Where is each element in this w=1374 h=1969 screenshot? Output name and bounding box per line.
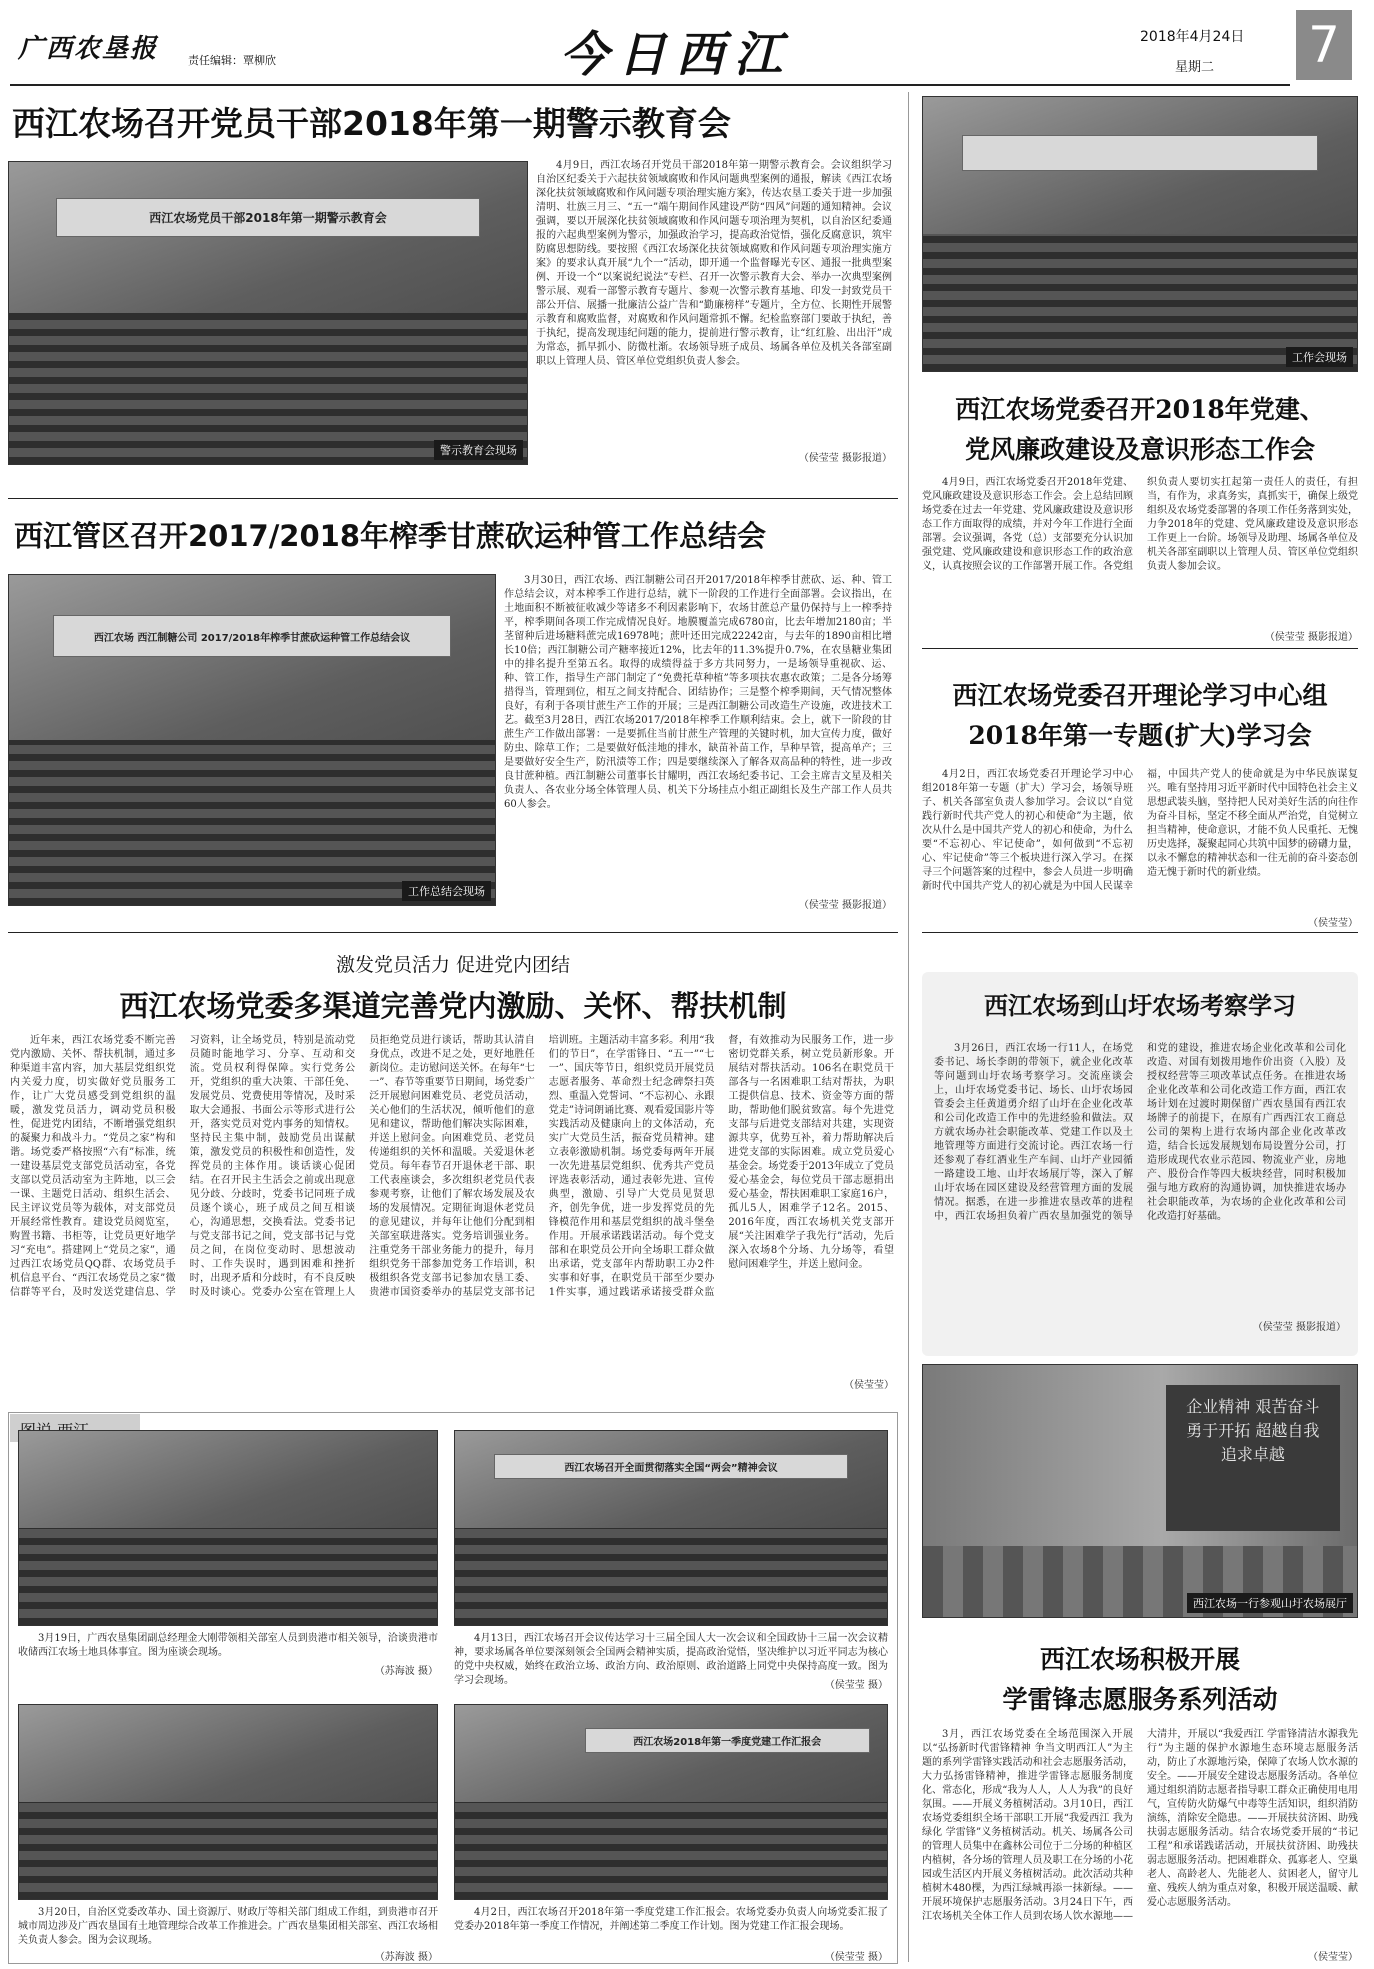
gallery-photo-1: [18, 1430, 438, 1626]
article1-photo: [8, 161, 528, 465]
gallery-photo-4: [454, 1704, 888, 1900]
column-divider: [908, 92, 909, 1962]
article7-byline: （侯莹莹）: [1308, 1952, 1358, 1963]
gallery-caption-2: 4月13日，西江农场召开会议传达学习十三届全国人大一次会议和全国政协十三届一次会议精神，要求场属各单位要深刻领会全国两会精神实质，提高政治觉悟，坚决维护以习近平同志为核心的党中央权威，始终在政治立场、政治方向、政治原则、政治道路上同党中央保持高度一致。图为学习会现场。: [454, 1633, 888, 1686]
gallery-photo-3: [18, 1704, 438, 1900]
gallery-caption-4: 4月2日，西江农场召开2018年第一季度党建工作汇报会。农场党委办负责人向场党委汇报了党委办2018年第一季度工作情况，并阐述第二季度工作计划。图为党建工作汇报会现场。: [454, 1907, 888, 1932]
gallery-photo-2-banner: 西江农场召开全面贯彻落实全国“两会”精神会议: [494, 1454, 848, 1479]
article2-photo: [8, 574, 496, 906]
gallery-byline-2: （侯莹莹 摄）: [824, 1680, 888, 1691]
article6-photo-caption: 西江农场一行参观山圩农场展厅: [1187, 1593, 1353, 1613]
article3-kicker: 激发党员活力 促进党内团结: [335, 954, 571, 976]
article4-title-line1: 西江农场党委召开2018年党建、: [955, 395, 1325, 424]
gallery-caption-1: 3月19日，广西农垦集团副总经理金大刚带领相关部室人员到贵港市相关领导，洽谈贵港市收储西江农场土地具体事宜。图为座谈会现场。: [18, 1633, 438, 1658]
article5-title-line2: 2018年第一专题(扩大)学习会: [968, 721, 1312, 750]
article2-top-rule: [8, 498, 898, 499]
article7-body: 3月，西江农场党委在全场范围深入开展以“弘扬新时代雷锋精神 争当文明西江人”为主题的系列学雷锋实践活动和社会志愿服务活动，大力弘扬雷锋精神，推进学雷锋志愿服务制度化、常态化，形成“我为人人，人人为我”的良好氛围。——开展义务植树活动。3月10日，西江农场党委组织全场干部职工开展“我爱西江 我为绿化 学雷锋”义务植树活动。机关、场属各公司的管理人员集中在鑫林公司位于二分场的种植区内植树，各分场的管理人员及职工在分场的小花园或生活区内开展义务植树活动。此次活动共种植树木480棵，为西江绿城再添一抹新绿。——开展环境保护志愿服务活动。3月24日下午，西江农场机关全体工作人员到农场人饮水源地——大清井，开展以“我爱西江 学雷锋清洁水源我先行”为主题的保护水源地生态环境志愿服务活动，防止了水源地污染，保障了农场人饮水源的安全。——开展安全建设志愿服务活动。各单位通过组织消防志愿者指导职工群众正确使用电用气，宣传防火防爆气中毒等生活知识，组织消防演练，消除安全隐患。——开展扶贫济困、助残扶弱志愿服务活动。结合农场党委开展的“书记工程”和承诺践诺活动，开展扶贫济困、助残扶弱志愿服务活动。把困难群众、孤寡老人、空巢老人、高龄老人、先能老人、贫困老人，留守儿童、残疾人纳为重点对象，积极开展送温暖、献爱心志愿服务活动。: [922, 1729, 1358, 1922]
article2-body: 3月30日，西江农场、西江制糖公司召开2017/2018年榨季甘蔗砍、运、种、管工作总结会议，对本榨季工作进行总结，就下一阶段的工作进行全面部署。会议指出，在土地面积不断被征收减少等诸多不利因素影响下，农场甘蔗总产量仍保持与上一榨季持平，榨季期间各项工作完成情况良好。地膜覆盖完成6780亩，比去年增加2180亩；半茎留种后进场糖料蔗完成16978吨；蔗叶还田完成22242亩，与去年的1890亩相比增长10倍；西江制糖公司产糖率接近12%，比去年的11.3%提升0.7%，在农垦糖业集团中的排名提升至第五名。取得的成绩得益于多方共同努力，一是场领导重视砍、运、种、管工作，指导生产部门制定了“免费托草种植”等多项扶农惠农政策；二是各分场筹措得当，管理到位，相互之间支持配合、团结协作；三是整个榨季期间，天气情况整体良好，有利于各项甘蔗生产工作的开展；三是西江制糖公司改造生产设施，改进技术工艺。截至3月28日，西江农场2017/2018年榨季工作顺利结束。会上，就下一阶段的甘蔗生产工作做出部署：一是要抓住当前甘蔗生产管理的关键时机，加大宣传力度，做好防虫、除草工作；二是要做好低洼地的排水，缺苗补苗工作，旱种早管，提高单产；三是要做好安全生产，防汛渍等工作；四是要继续深入了解各双高品种的特性，进一步改良甘蔗种植。西江制糖公司董事长甘耀明，西江农场纪委书记、工会主席吉文星及相关负责人、各农业分场全体管理人员、机关下分场挂点小组正副组长及生产部工作人员共60人参会。: [504, 575, 892, 810]
article5-divider: [922, 932, 1358, 933]
article1-title: 西江农场召开党员干部2018年第一期警示教育会: [12, 104, 731, 143]
article6-byline: （侯莹莹 摄影报道）: [1252, 1322, 1346, 1333]
article4-body: 4月9日，西江农场党委召开2018年党建、党风廉政建设及意识形态工作会。会上总结回顾场党委在过去一年党建、党风廉政建设及意识形态工作方面取得的成绩，并对今年工作进行全面部署。会议强调，各党（总）支部要充分认识加强党建、党风廉政建设和意识形态工作的政治意义，认真按照会议的工作部署开展工作。各党组织负责人要切实扛起第一责任人的责任，有担当，有作为，求真务实，真抓实干，确保上级党组织及农场党委部署的各项工作任务落到实处，力争2018年的党建、党风廉政建设及意识形态工作更上一台阶。场领导及助理、场属各单位及机关各部室副职以上管理人员、管区单位党组织负责人参加会议。: [922, 477, 1358, 572]
article4-divider: [922, 648, 1358, 649]
article6-wall-panel: 企业精神 艰苦奋斗 勇于开拓 超越自我 追求卓越: [1166, 1385, 1340, 1531]
article3-title: 西江农场党委多渠道完善党内激励、关怀、帮扶机制: [119, 989, 787, 1023]
article2-byline: （侯莹莹 摄影报道）: [798, 900, 892, 911]
issue-weekday: 星期二: [1175, 60, 1215, 75]
article3-top-rule: [8, 932, 898, 933]
article5-title-line1: 西江农场党委召开理论学习中心组: [952, 681, 1328, 710]
masthead-rule: [10, 84, 1290, 86]
article3-byline: （侯莹莹）: [844, 1380, 894, 1391]
article4-byline: （侯莹莹 摄影报道）: [1264, 632, 1358, 643]
article4-title-line2: 党风廉政建设及意识形态工作会: [964, 435, 1315, 464]
article4-photo: [922, 96, 1358, 372]
article3-body: 近年来，西江农场党委不断完善党内激励、关怀、帮扶机制，通过多种渠道丰富内容，加大基层党组织党内关爱力度，切实做好党员服务工作，让广大党员感受到党组织的温暖，激发党员活力，调动党员积极性，促进党内团结，不断增强党组织的凝聚力和战斗力。“党员之家”构和谐。场党委严格按照“六有”标准，统一建设基层党支部党员活动室，各党支部以党员活动室为主阵地，以三会一课、主题党日活动、组织生活会、民主评议党员等为载体，对支部党员开展经常性教育。建设党员阅览室，购置书籍、书柜等，让党员更好地学习“充电”。搭建网上“党员之家”，通过西江农场党员QQ群、农场党员手机信息平台、“西江农场党员之家”微信群等平台，及时发送党建信息、学习资料，让全场党员，特别是流动党员随时能地学习、分享、互动和交流。党员权利得保障。实行党务公开，党组织的重大决策、干部任免、发展党员、党费使用等情况，及时采取大会通报、书面公示等形式进行公开，落实党员对党内事务的知情权。坚持民主集中制，鼓励党员出谋献策，激发党员的积极性和创造性，发挥党员的主体作用。谈话谈心促团结。在召开民主生活会之前或出现意见分歧、分歧时，党委书记同班子成员逐个谈心，班子成员之间互相谈心，沟通思想，交换看法。党委书记与党支部书记之间，党支部书记与党员之间，在岗位变动时、思想波动时、工作失误时，遇到困难和挫折时，出现矛盾和分歧时，有不良反映时及时谈心。党委办公室在管理上人员拒绝党员进行谈话，帮助其认清自身优点，改进不足之处，更好地胜任新岗位。走访慰问送关怀。在每年“七一”、春节等重要节日期间，场党委广泛开展慰问困难党员、老党员活动，关心他们的生活状况，倾听他们的意见和建议，帮助他们解决实际困难，并送上慰问金。向困难党员、老党员传递组织的关怀和温暖。关爱退休老党员。每年春节召开退休老干部、职工代表座谈会，多次组织老党员代表参观考察，让他们了解农场发展及农场的发展情况。定期征询退休老党员的意见建议，并每年让他们分配到相关部室联进落实。党务培训强业务。注重党务干部业务能力的提升，每月组织党务干部参加党务工作培训，积极组织各党支部书记参加农垦工委、贵港市国资委举办的基层党支部书记培训班。主题活动丰富多彩。利用“我们的节日”，在学雷锋日、“五一”“七一”、国庆等节日，组织党员开展党员志愿者服务、革命烈士纪念碑祭扫英烈、重温入党誓词、“不忘初心、永跟党走”诗词朗诵比赛、观看爱国影片等实践活动及健康向上的文体活动，充实广大党员生活，振奋党员精神。建立表彰激励机制。场党委每两年开展一次先进基层党组织、优秀共产党员评选表彰活动，通过表彰先进、宣传典型，激励、引导广大党员见贤思齐，创先争优，进一步发挥党员的先锋模范作用和基层党组织的战斗堡垒作用。开展承诺践诺活动。每个党支部和在职党员公开向全场职工群众做出承诺，党支部年内帮助职工办2件实事和好事，在职党员干部至少要办1件实事，通过践诺承诺接受群众监督，有效推动为民服务工作，进一步密切党群关系，树立党员新形象。开展结对帮扶活动。106名在职党员干部各与一名困难职工结对帮扶，为职工提供信息、技术、资金等方面的帮助，帮助他们脱贫致富。每个先进党支部与后进党支部结对共建，实现资源共享，优势互补，着力帮助解决后进党支部的实际困难。成立党员爱心基金会。场党委于2013年成立了党员爱心基金会，每位党员干部志愿捐出爱心基金，帮扶困难职工家庭16户，孤儿5人，困难学子12名。2015、2016年度，西江农场机关党支部开展“关注困难学子我先行”活动，先后深入农场8个分场、九分场等，看望慰问困难学生，并送上慰问金。: [10, 1035, 894, 1298]
article6-body: 3月26日，西江农场一行11人，在场党委书记、场长李朗的带领下，就企业化改革等问题到山圩农场考察学习。交流座谈会上，山圩农场党委书记、场长、山圩农场园管委会主任黄道勇介绍了山圩在企业化改革和公司化改造工作中的先进经验和做法。双方就农场办社会职能改革、党建工作以及土地管理等方面进行交流讨论。西江农场一行还参观了春红酒业生产车间、山圩产业园循一路建设工地、山圩农场展厅等，深入了解山圩农场在园区建设及经营管理方面的发展情况。据悉，在进一步推进农垦改革的进程中，西江农场担负着广西农垦加强党的领导和党的建设，推进农场企业化改革和公司化改造、对国有划拨用地作价出资（入股）及授权经营等三项改革试点任务。在推进农场企业化改革和公司化改造工作方面，西江农场计划在过渡时期保留广西农垦国有西江农场牌子的前提下，在原有广西西江农工商总公司的架构上进行农场内部企业化改革改造，结合长远发展规划布局设置分公司，打造形成现代农业示范园、物流业产业，房地产、股份合作等四大板块经营，同时积极加强与地方政府的沟通协调，加快推进农场办社会职能改革，为农场的企业化改革和公司化改造打好基础。: [934, 1043, 1346, 1222]
gallery-byline-4: （侯莹莹 摄）: [824, 1952, 888, 1963]
article7-title-line2: 学雷锋志愿服务系列活动: [1002, 1685, 1278, 1714]
gallery-caption-3: 3月20日，自治区党委改革办、国土资源厅、财政厅等相关部门组成工作组，到贵港市召开城市周边涉及广西农垦国有土地管理综合改革工作推进会。广西农垦集团相关部室、西江农场相关负责人参会。图为会议现场。: [18, 1907, 438, 1946]
article1-byline: （侯莹莹 摄影报道）: [798, 453, 892, 464]
editor-credit: 责任编辑：覃柳欣: [188, 54, 276, 67]
article2-photo-caption: 工作总结会现场: [402, 881, 491, 901]
article2-photo-banner: 西江农场 西江制糖公司 2017/2018年榨季甘蔗砍运种管工作总结会议: [53, 615, 452, 658]
article7-title-line1: 西江农场积极开展: [1039, 1645, 1240, 1674]
page-number: 7: [1296, 10, 1352, 80]
article4-photo-caption: 工作会现场: [1286, 347, 1353, 367]
article2-title: 西江管区召开2017/2018年榨季甘蔗砍运种管工作总结会: [14, 519, 767, 553]
article6-photo: [922, 1364, 1358, 1618]
article1-body: 4月9日，西江农场召开党员干部2018年第一期警示教育会。会议组织学习自治区纪委关于六起扶贫领域腐败和作风问题典型案例的通报，解读《西江农场深化扶贫领域腐败和作风问题专项治理实施方案》，传达农垦工委关于进一步加强清明、壮族三月三、“五一”端午期间作风建设严防“四风”问题的通知精神。会议强调，要以开展深化扶贫领域腐败和作风问题专项治理为契机，以自治区纪委通报的六起典型案例为警示，加强政治学习，提高政治觉悟，强化反腐意识，筑牢防腐思想防线。要按照《西江农场深化扶贫领域腐败和作风问题专项治理实施方案》的要求认真开展“九个一”活动，即开通一个监督曝光专区、通报一批典型案例、开设一个“以案说纪说法”专栏、召开一次警示教育大会、举办一次典型案例警示展、观看一部警示教育专题片、参观一次警示教育基地、印发一封致党员干部公开信、展播一批廉洁公益广告和“勤廉榜样”专题片，全方位、长期性开展警示教育和腐败监督，对腐败和作风问题常抓不懈。纪检监察部门要敢于执纪，善于执纪，提高发现违纪问题的能力，提前进行警示教育，让“红红脸、出出汗”成为常态，抓早抓小、防微杜渐。农场领导班子成员、场属各单位及机关各部室副职以上管理人员、管区单位党组织负责人参会。: [536, 160, 892, 367]
issue-date: 2018年4月24日: [1140, 29, 1245, 45]
article4-photo-banner: [962, 135, 1318, 171]
section-title: 今日西江: [560, 27, 793, 83]
gallery-byline-3: （苏海波 摄）: [374, 1952, 438, 1963]
article5-body: 4月2日，西江农场党委召开理论学习中心组2018年第一专题（扩大）学习会，场领导班子、机关各部室负责人参加学习。会议以“自觉践行新时代共产党人的初心和使命”为主题，依次从什么是中国共产党人的初心和使命，为什么要“不忘初心、牢记使命”，如何做到“不忘初心、牢记使命”等三个板块进行深入学习。在探寻三个问题答案的过程中，参会人员进一步明确新时代中国共产党人的初心就是为中国人民谋幸福，中国共产党人的使命就是为中华民族谋复兴。唯有坚持用习近平新时代中国特色社会主义思想武装头脑，坚持把人民对美好生活的向往作为奋斗目标，坚定不移全面从严治党，自觉树立担当精神，使命意识，才能不负人民重托、无愧历史选择，凝聚起同心共筑中国梦的磅礴力量，以永不懈怠的精神状态和一往无前的奋斗姿态创造无愧于新时代的新业绩。: [922, 769, 1358, 892]
paper-name: 广西农垦报: [18, 34, 159, 64]
article1-photo-banner: 西江农场党员干部2018年第一期警示教育会: [56, 198, 481, 237]
gallery-photo-2: [454, 1430, 888, 1626]
article6-title: 西江农场到山圩农场考察学习: [984, 992, 1296, 1020]
gallery-photo-4-banner: 西江农场2018年第一季度党建工作汇报会: [585, 1728, 870, 1753]
article5-byline: （侯莹莹）: [1308, 918, 1358, 929]
gallery-byline-1: （苏海波 摄）: [374, 1666, 438, 1677]
article1-photo-caption: 警示教育会现场: [434, 440, 523, 460]
